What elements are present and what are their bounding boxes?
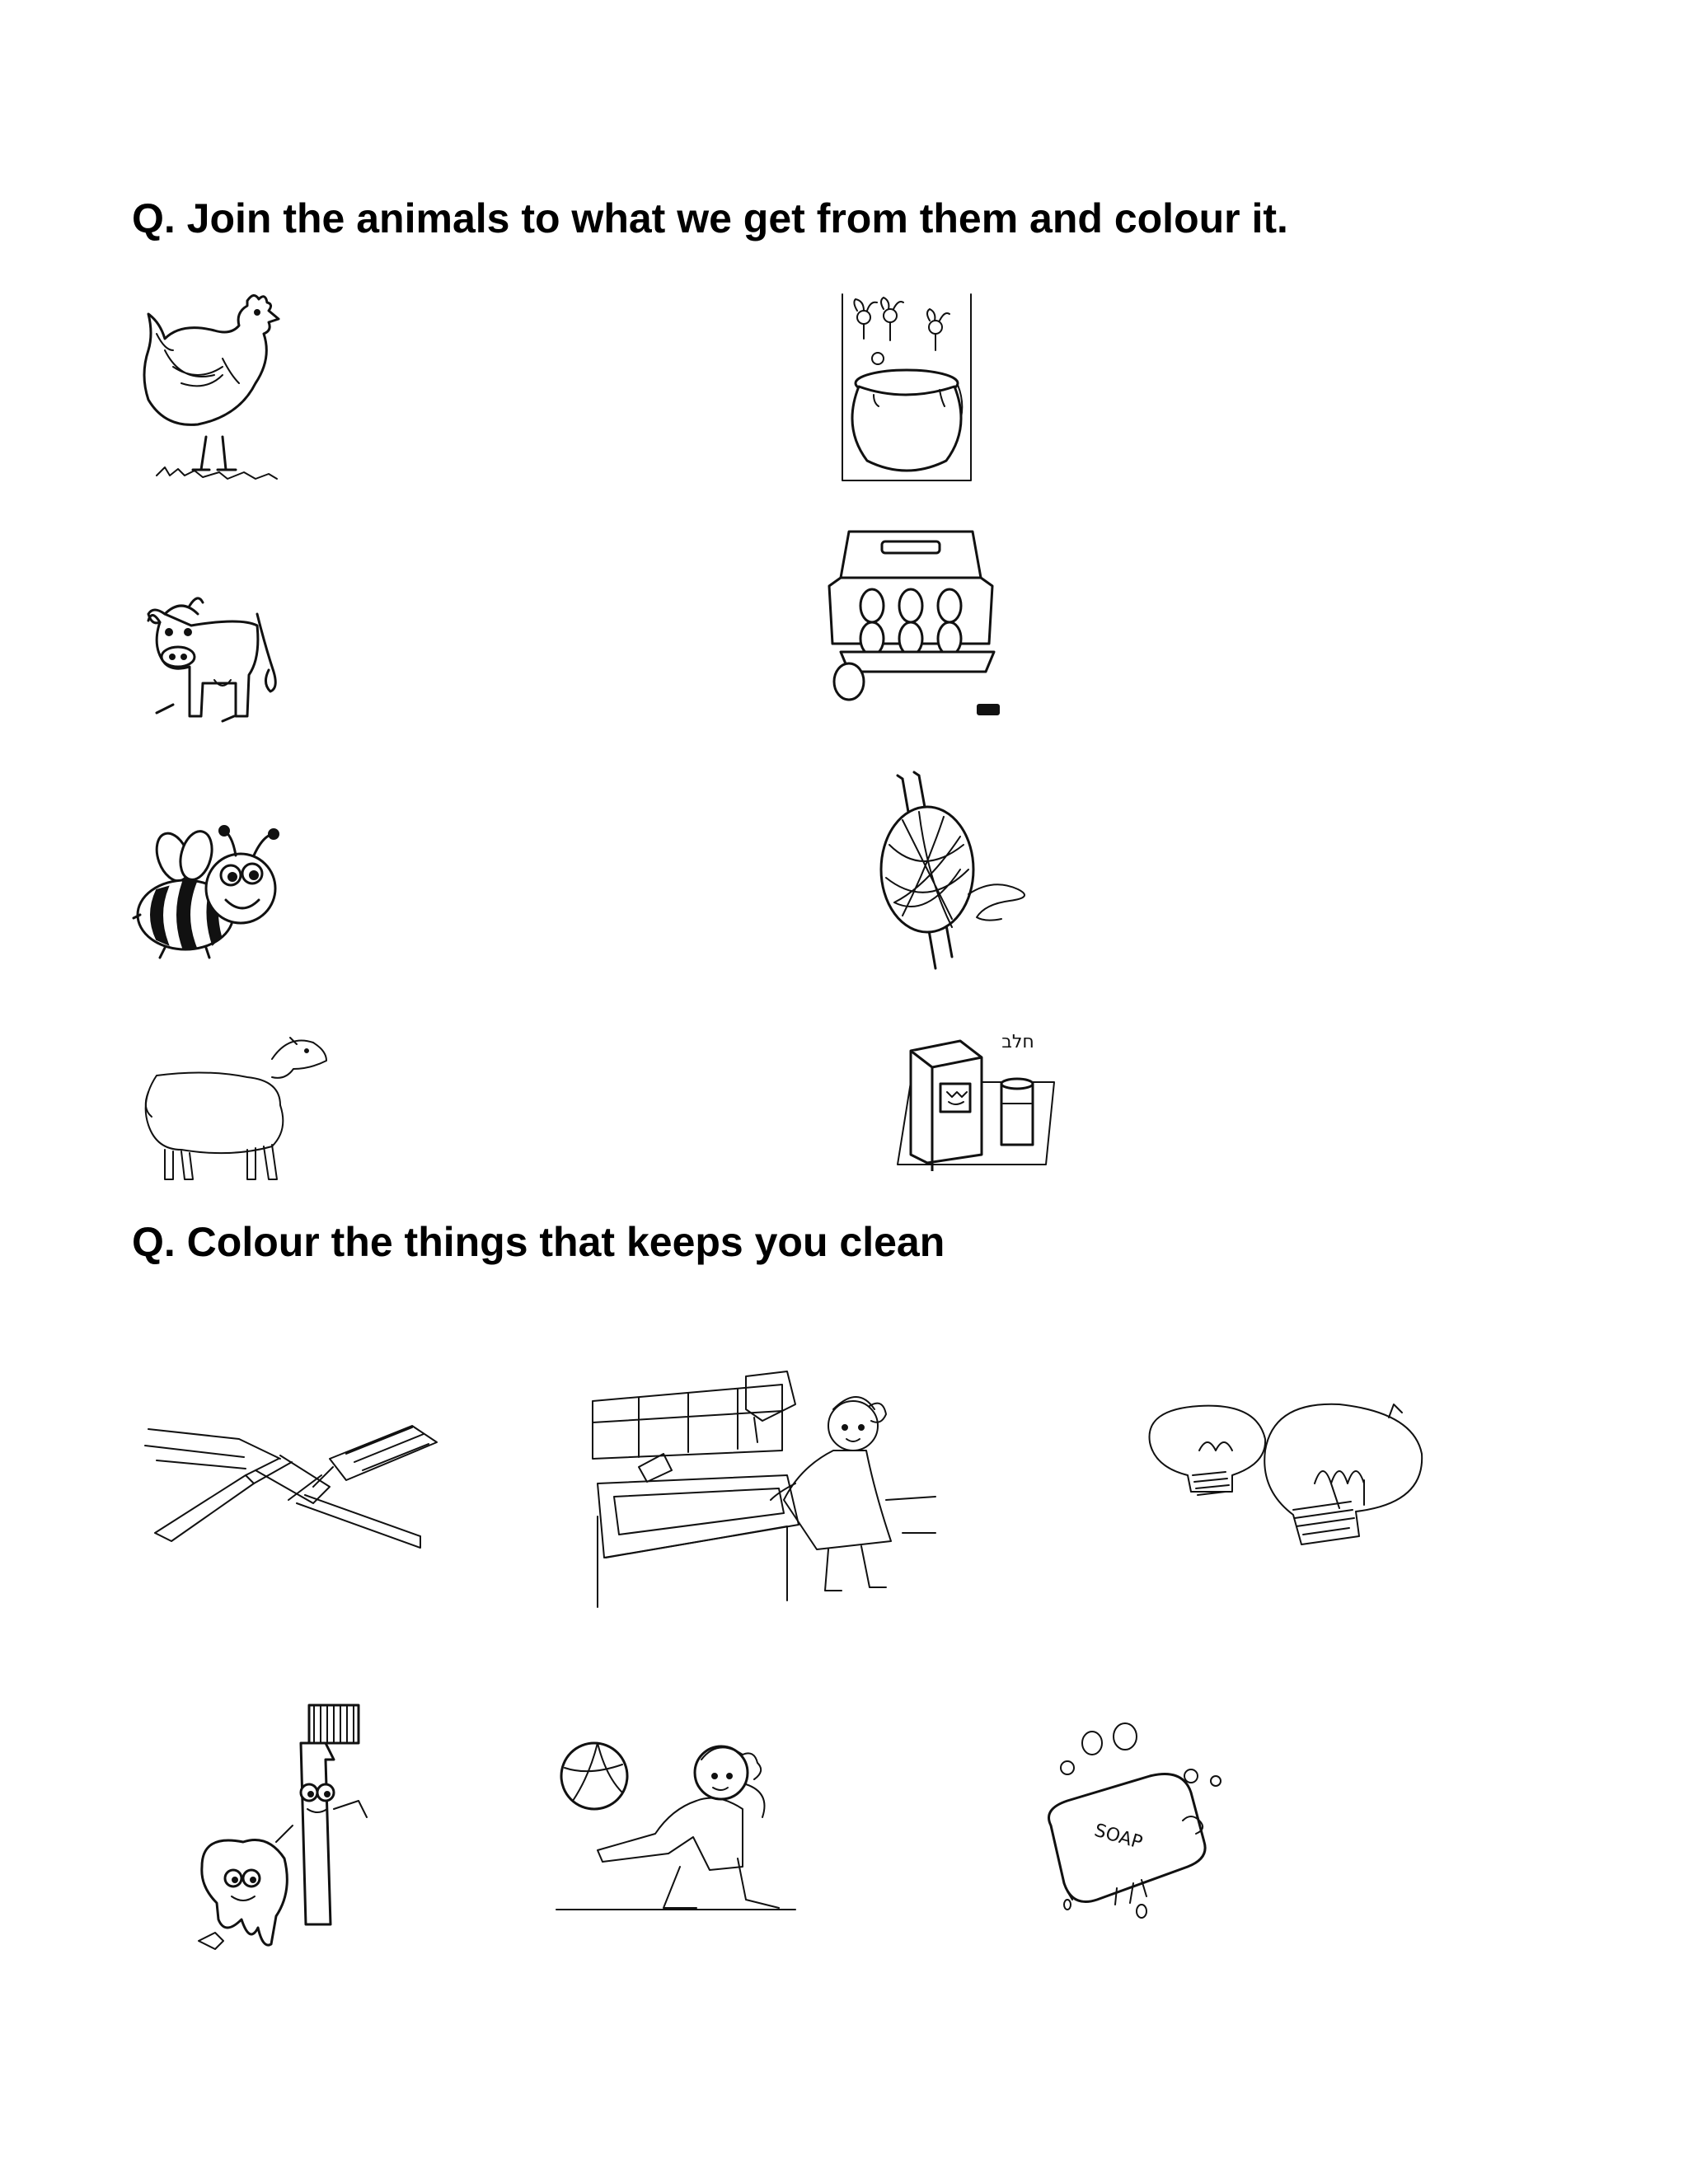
cow-icon[interactable] (132, 581, 284, 729)
handwashing-icon[interactable] (589, 1368, 935, 1607)
honey-pot-icon[interactable] (841, 293, 973, 482)
milk-label: חלב (1001, 1032, 1034, 1052)
wool-yarn-icon[interactable] (870, 771, 1047, 977)
question-1-heading: Q. Join the animals to what we get from them and colour it. (132, 195, 1288, 241)
soap-label: SOAP (1091, 1820, 1145, 1854)
bee-icon[interactable] (132, 824, 293, 964)
spatulas-icon[interactable] (140, 1409, 453, 1554)
question-2-heading: Q. Colour the things that keeps you clean (132, 1219, 945, 1265)
toothbrush-tooth-icon[interactable] (185, 1702, 404, 1949)
light-bulbs-icon[interactable] (1142, 1401, 1430, 1541)
soap-icon[interactable] (1034, 1718, 1232, 1920)
sheep-icon[interactable] (132, 1026, 334, 1183)
hen-icon[interactable] (132, 284, 297, 482)
milk-carton-icon[interactable] (894, 1026, 1059, 1166)
egg-carton-icon[interactable] (824, 523, 1001, 721)
volleyball-player-icon[interactable] (556, 1735, 795, 1916)
